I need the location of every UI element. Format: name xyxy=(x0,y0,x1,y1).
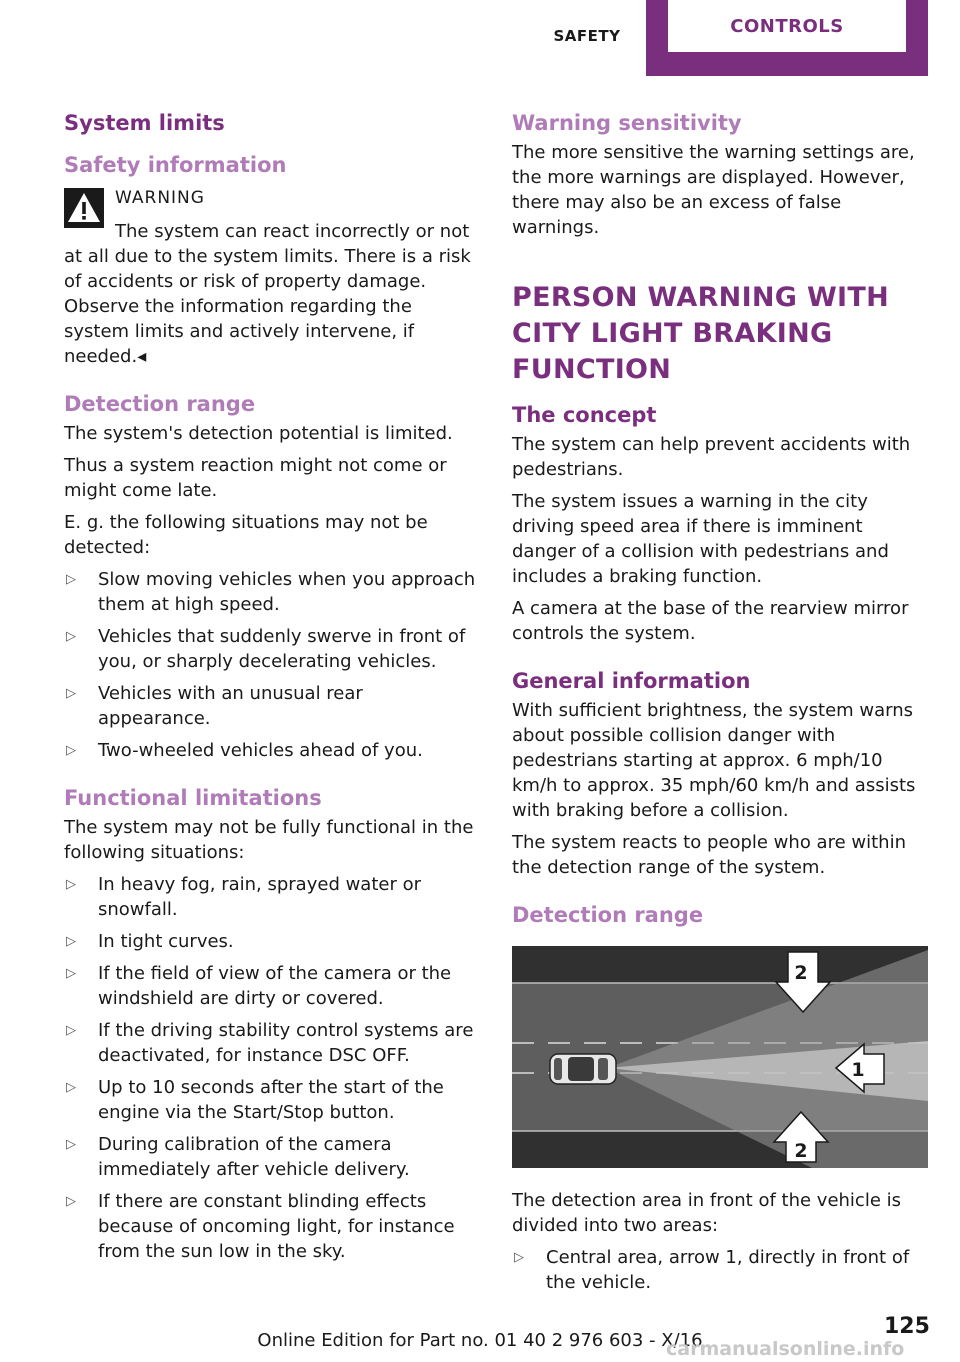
limitations-list xyxy=(64,872,480,1264)
triangle-bullet-icon: ▷ xyxy=(514,1250,524,1265)
warning-title: WARNING xyxy=(115,188,205,208)
list-item: ▷ In heavy fog, rain, sprayed water or snowfall. xyxy=(66,874,422,920)
heading-detection-range-right: Detection range xyxy=(512,903,704,927)
detection-list xyxy=(64,567,480,763)
heading-the-concept: The concept xyxy=(512,403,657,427)
paragraph: E. g. the following situations may not be detected: xyxy=(64,512,428,558)
car-icon xyxy=(550,1054,616,1084)
watermark: carmanualsonline.info xyxy=(666,1338,905,1360)
list-item: ▷ Two-wheeled vehicles ahead of you. xyxy=(66,740,423,761)
heading-functional-limitations: Functional limitations xyxy=(64,786,322,810)
triangle-bullet-icon: ▷ xyxy=(66,572,76,587)
list-item: ▷ Central area, arrow 1, directly in front of the vehicle. xyxy=(514,1247,910,1293)
list-item: ▷ If there are constant blinding effects because of oncoming light, for instance from the sun low in the sky. xyxy=(66,1191,455,1262)
list-item: ▷ Vehicles that suddenly swerve in front of you, or sharply decelerating vehicles. xyxy=(66,626,466,672)
triangle-bullet-icon: ▷ xyxy=(66,1023,76,1038)
heading-safety-information: Safety information xyxy=(64,153,287,177)
triangle-bullet-icon: ▷ xyxy=(66,1137,76,1152)
areas-list xyxy=(512,1245,928,1295)
warning-text: The system can react incorrectly or not at all due to the system limits. There is a risk of accidents or risk of property damage. Observe the information regarding the system limits and actively intervene, if needed.◂ xyxy=(64,221,471,367)
triangle-bullet-icon: ▷ xyxy=(66,934,76,949)
heading-general-information: General information xyxy=(512,669,751,693)
heading-person-warning: PERSON WARNING WITH CITY LIGHT BRAKING FUNCTION xyxy=(512,282,890,385)
paragraph: With sufficient brightness, the system warns about possible collision danger with pedestrians starting at approx. 6 mph/10 km/h to approx. 35 mph/60 km/h and assists with braking before a collision. xyxy=(512,700,916,821)
paragraph: The system may not be fully functional in the following situations: xyxy=(64,817,474,863)
header-chapter-tab xyxy=(646,0,928,76)
triangle-bullet-icon: ▷ xyxy=(66,1080,76,1095)
heading-detection-range-left: Detection range xyxy=(64,392,256,416)
paragraph: A camera at the base of the rearview mirror controls the system. xyxy=(512,598,909,644)
left-column xyxy=(64,108,480,1271)
list-item: ▷ Vehicles with an unusual rear appearance. xyxy=(66,683,363,729)
paragraph: The system issues a warning in the city driving speed area if there is imminent danger of a collision with pedestrians and includes a braking function. xyxy=(512,491,889,587)
paragraph: The system can help prevent accidents with pedestrians. xyxy=(512,434,911,480)
svg-text:2: 2 xyxy=(794,962,808,984)
paragraph: Thus a system reaction might not come or might come late. xyxy=(64,455,447,501)
paragraph: The system reacts to people who are within the detection range of the system. xyxy=(512,832,906,878)
list-item: ▷ If the driving stability control systems are deactivated, for instance DSC OFF. xyxy=(66,1020,474,1066)
list-item: ▷ During calibration of the camera immediately after vehicle delivery. xyxy=(66,1134,410,1180)
heading-warning-sensitivity: Warning sensitivity xyxy=(512,111,742,135)
footer-edition: Online Edition for Part no. 01 40 2 976 603 - X/16 xyxy=(257,1330,703,1351)
list-item: ▷ In tight curves. xyxy=(66,931,234,952)
header-chapter-label: CONTROLS xyxy=(668,0,906,52)
triangle-bullet-icon: ▷ xyxy=(66,686,76,701)
detection-range-figure xyxy=(512,946,928,1168)
triangle-bullet-icon: ▷ xyxy=(66,966,76,981)
warning-triangle-icon xyxy=(64,188,104,228)
triangle-bullet-icon: ▷ xyxy=(66,629,76,644)
svg-text:2: 2 xyxy=(794,1140,808,1162)
list-item: ▷ Up to 10 seconds after the start of the engine via the Start/Stop button. xyxy=(66,1077,444,1123)
paragraph: The system's detection potential is limited. xyxy=(64,423,453,444)
right-column xyxy=(512,108,928,1302)
paragraph: The more sensitive the warning settings are, the more warnings are displayed. However, there may also be an excess of false warnings. xyxy=(512,142,915,238)
triangle-bullet-icon: ▷ xyxy=(66,877,76,892)
heading-system-limits: System limits xyxy=(64,111,225,135)
list-item: ▷ Slow moving vehicles when you approach them at high speed. xyxy=(66,569,476,615)
header-section-label: SAFETY xyxy=(553,27,621,45)
warning-block xyxy=(64,186,480,369)
svg-text:1: 1 xyxy=(851,1059,865,1081)
list-item: ▷ If the field of view of the camera or the windshield are dirty or covered. xyxy=(66,963,452,1009)
triangle-bullet-icon: ▷ xyxy=(66,1194,76,1209)
page-number: 125 xyxy=(884,1314,930,1339)
paragraph: The detection area in front of the vehicle is divided into two areas: xyxy=(512,1190,902,1236)
triangle-bullet-icon: ▷ xyxy=(66,743,76,758)
